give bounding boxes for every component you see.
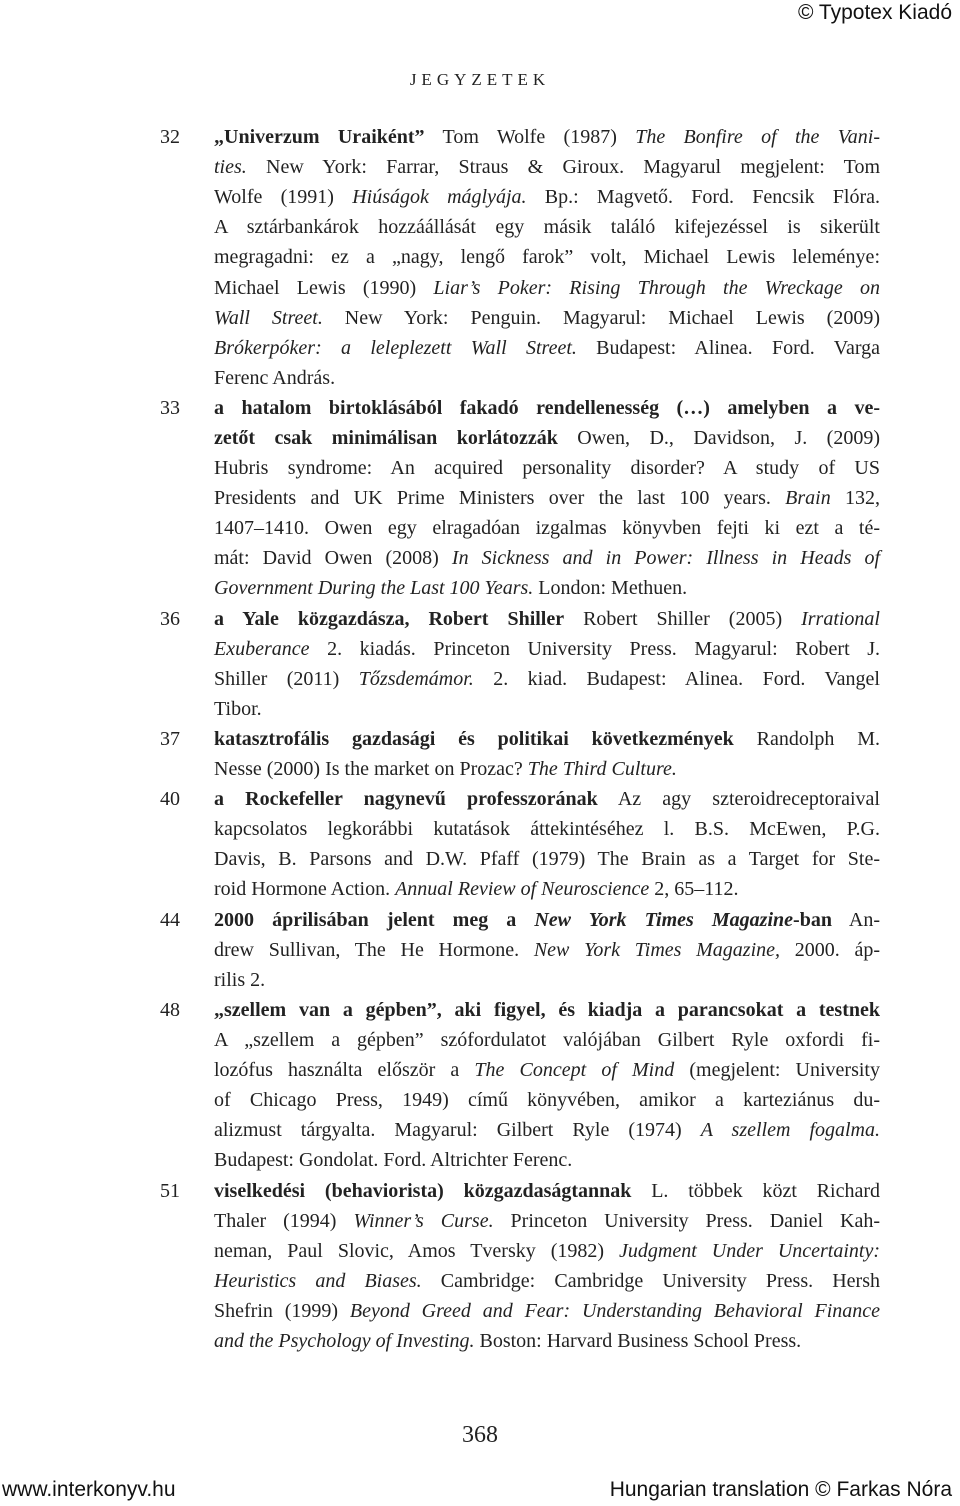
italic-text: Brain	[785, 487, 831, 510]
text: kapcsolatos legkorábbi kutatások áttekintéséhez l. B.S. McEwen, P.G.	[214, 818, 880, 841]
italic-text: Heuristics and Biases.	[214, 1269, 422, 1292]
text: Bp.: Magvető. Ford. Fencsik Flóra.	[526, 186, 880, 209]
note-line	[214, 513, 880, 543]
text: 132,	[830, 487, 880, 510]
note-line	[214, 874, 739, 904]
note-line	[214, 212, 880, 242]
text: London: Methuen.	[533, 577, 688, 600]
text: Owen, D., Davidson, J. (2009)	[557, 426, 880, 449]
text: megragadni: ez a „nagy, lengő farok” volt, Michael Lewis leleménye:	[214, 246, 880, 269]
note-line	[214, 1206, 880, 1236]
page-number: 368	[462, 1422, 498, 1448]
note-line	[214, 664, 880, 694]
text: Budapest: Gondolat. Ford. Altrichter Ferenc.	[214, 1149, 573, 1172]
text: neman, Paul Slovic, Amos Tversky (1982)	[214, 1239, 620, 1262]
note-line	[214, 754, 677, 784]
note-line	[214, 122, 880, 152]
text: Wolfe (1991)	[214, 186, 353, 209]
text: Thaler (1994)	[214, 1209, 354, 1232]
bold-italic-text: New York Times Magazine	[534, 908, 794, 931]
italic-text: The Third Culture.	[527, 758, 677, 781]
text: Princeton University Press. Daniel Kah-	[493, 1209, 880, 1232]
italic-text: ties.	[214, 156, 247, 179]
text: Shiller (2011)	[214, 667, 359, 690]
note-line	[214, 483, 880, 513]
note-number: 37	[160, 728, 180, 750]
text: Davis, B. Parsons and D.W. Pfaff (1979) The Brain as a Target for Ste-	[214, 848, 880, 871]
note-line	[214, 604, 880, 634]
text: Nesse (2000) Is the market on Prozac?	[214, 758, 528, 781]
text: New York: Farrar, Straus & Giroux. Magyarul megjelent: Tom	[246, 156, 880, 179]
italic-text: and the Psychology of Investing.	[214, 1330, 475, 1352]
text: Budapest: Alinea. Ford. Varga	[576, 336, 880, 359]
text: Boston: Harvard Business School Press.	[474, 1330, 802, 1352]
text: Michael Lewis (1990)	[214, 276, 434, 299]
note-line	[214, 152, 880, 182]
italic-text: The Concept of Mind	[474, 1059, 675, 1082]
copyright-notice: © Typotex Kiadó	[797, 1, 952, 24]
text: Shefrin (1999)	[214, 1299, 350, 1322]
note-line	[214, 423, 880, 453]
note-line	[214, 1085, 880, 1115]
italic-text: New York Times Magazine,	[533, 938, 781, 961]
note-line	[214, 1296, 880, 1326]
bold-text: „Univerzum Uraiként”	[214, 126, 425, 148]
italic-text: Judgment Under Uncertainty:	[619, 1239, 881, 1262]
note-line	[214, 1025, 880, 1055]
note-line	[214, 1236, 880, 1266]
italic-text: Hiúságok máglyája.	[352, 186, 527, 209]
note-line	[214, 935, 880, 965]
text: L. többek közt Richard	[631, 1179, 880, 1202]
italic-text: In Sickness and in Power: Illness in Heads of	[451, 547, 881, 570]
bold-text: zetőt csak minimálisan korlátozzák	[214, 426, 558, 449]
text: Randolph M.	[733, 728, 880, 750]
italic-text: Irrational	[801, 607, 880, 630]
note-line	[214, 393, 880, 423]
text: rilis 2.	[214, 968, 266, 991]
italic-text: Beyond Greed and Fear: Understanding Behavioral Finance	[349, 1299, 881, 1322]
italic-text: A szellem fogalma.	[700, 1119, 880, 1142]
text: (megjelent: University	[674, 1059, 880, 1082]
text: of Chicago Press, 1949) című könyvében, amikor a karteziánus du-	[214, 1089, 880, 1112]
text: lozófus használta először a	[214, 1059, 475, 1082]
bold-text: 2000 áprilisában jelent meg a	[214, 908, 535, 931]
note-line	[214, 182, 880, 212]
note-line	[214, 543, 880, 573]
note-line	[214, 363, 335, 393]
text: drew Sullivan, The He Hormone.	[214, 938, 534, 961]
text: Tom Wolfe (1987)	[424, 126, 636, 148]
text: mát: David Owen (2008)	[214, 547, 452, 570]
text: New York: Penguin. Magyarul: Michael Lewis (2009)	[322, 306, 880, 329]
bold-text: viselkedési (behaviorista) közgazdaságtannak	[214, 1179, 632, 1202]
text: Robert Shiller (2005)	[564, 607, 802, 630]
italic-text: Tőzsdemámor.	[358, 667, 474, 690]
text: 2. kiad. Budapest: Alinea. Ford. Vangel	[473, 667, 880, 690]
note-line	[214, 1145, 572, 1175]
note-number: 48	[160, 998, 180, 1021]
note-line	[214, 1266, 880, 1296]
note-line	[214, 814, 880, 844]
text: Az agy szteroidreceptoraival	[597, 788, 880, 811]
note-line	[214, 573, 687, 603]
text: 2, 65–112.	[649, 878, 739, 901]
italic-text: Annual Review of Neuroscience	[395, 878, 650, 901]
note-line	[214, 1176, 880, 1206]
text: Hubris syndrome: An acquired personality disorder? A study of US	[214, 457, 880, 480]
running-head: JEGYZETEK	[409, 70, 551, 89]
note-line	[214, 1326, 801, 1356]
text: alizmust tárgyalta. Magyarul: Gilbert Ryle (1974)	[214, 1119, 701, 1142]
note-line	[214, 333, 880, 363]
note-line	[214, 273, 880, 303]
note-number: 40	[160, 788, 180, 811]
note-line	[214, 453, 880, 483]
bold-text: a Yale közgazdásza, Robert Shiller	[214, 607, 565, 630]
text: Cambridge: Cambridge University Press. Hersh	[421, 1269, 881, 1292]
note-line	[214, 694, 262, 724]
text: 2000. áp-	[780, 938, 880, 961]
note-line	[214, 965, 265, 995]
bold-text: katasztrofális gazdasági és politikai következmények	[214, 728, 734, 750]
text: A sztárbankárok hozzáállását egy másik találó kifejezéssel is sikerült	[214, 216, 880, 239]
note-line	[214, 1055, 880, 1085]
website-link[interactable]: www.interkonyv.hu	[2, 1478, 176, 1501]
italic-text: Exuberance	[214, 637, 310, 660]
italic-text: Winner’s Curse.	[353, 1209, 494, 1232]
text: Tibor.	[214, 697, 262, 720]
note-line	[214, 242, 880, 272]
note-line	[214, 724, 880, 754]
italic-text: Brókerpóker: a leleplezett Wall Street.	[214, 336, 577, 359]
note-number: 36	[160, 607, 180, 630]
note-line	[214, 995, 880, 1025]
translation-credit: Hungarian translation © Farkas Nóra	[609, 1478, 952, 1501]
bold-text: a hatalom birtoklásából fakadó rendellenesség (…) amelyben a ve-	[214, 396, 880, 419]
bold-text: -ban	[793, 908, 832, 931]
note-line	[214, 844, 880, 874]
bold-text: „szellem van a gépben”, aki figyel, és kiadja a parancsokat a testnek	[214, 998, 880, 1021]
note-line	[214, 634, 880, 664]
note-number: 33	[160, 396, 180, 419]
note-number: 44	[160, 908, 180, 931]
text: Presidents and UK Prime Ministers over the last 100 years.	[214, 487, 786, 510]
text: A „szellem a gépben” szófordulatot valójában Gilbert Ryle oxfordi fi-	[214, 1028, 880, 1051]
text: 1407–1410. Owen egy elragadóan izgalmas könyvben fejti ki ezt a té-	[214, 517, 880, 540]
italic-text: Government During the Last 100 Years.	[214, 577, 534, 600]
italic-text: The Bonfire of the Vani-	[635, 126, 880, 148]
note-number: 32	[160, 126, 180, 148]
text: roid Hormone Action.	[214, 878, 396, 901]
text: 2. kiadás. Princeton University Press. Magyarul: Robert J.	[309, 637, 880, 660]
text: An-	[831, 908, 881, 931]
note-line	[214, 784, 880, 814]
note-line	[214, 905, 880, 935]
italic-text: Liar’s Poker: Rising Through the Wreckage on	[433, 276, 880, 299]
text: Ferenc András.	[214, 366, 336, 389]
note-line	[214, 303, 880, 333]
italic-text: Wall Street.	[214, 306, 323, 329]
note-line	[214, 1115, 880, 1145]
bold-text: a Rockefeller nagynevű professzorának	[214, 788, 598, 811]
note-number: 51	[160, 1179, 180, 1202]
